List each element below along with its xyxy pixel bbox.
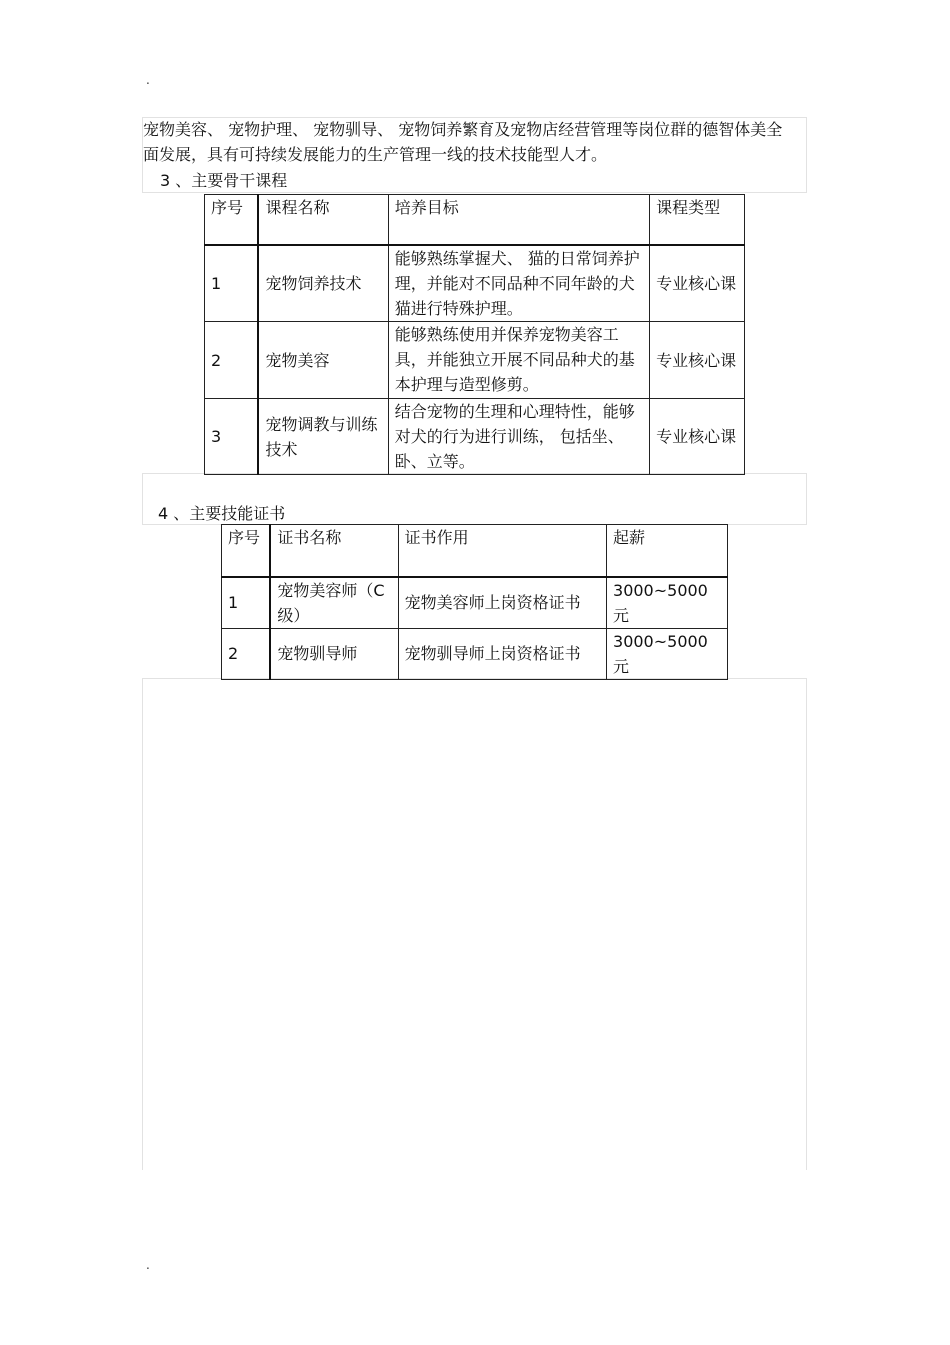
section4-heading: 4 、主要技能证书 <box>158 504 286 523</box>
table-row <box>205 245 745 322</box>
course-name: 宠物调教与训练技术 <box>258 399 388 475</box>
course-objective: 结合宠物的生理和心理特性，能够对犬的行为进行训练， 包括坐、卧、立等。 <box>388 399 649 475</box>
row-index: 1 <box>205 245 259 322</box>
certificate-name: 宠物驯导师 <box>270 628 398 679</box>
header-certificate-name: 证书名称 <box>270 525 398 577</box>
course-table <box>204 194 745 475</box>
course-name: 宠物美容 <box>258 322 388 399</box>
course-name: 宠物饲养技术 <box>258 245 388 322</box>
course-type: 专业核心课 <box>650 245 745 322</box>
course-type: 专业核心课 <box>650 399 745 475</box>
course-type: 专业核心课 <box>650 322 745 399</box>
text-frame-bottom <box>142 678 807 1170</box>
row-index: 3 <box>205 399 259 475</box>
table-header-row <box>205 195 745 245</box>
header-course-name: 课程名称 <box>258 195 388 245</box>
table-row <box>222 577 728 629</box>
certificate-use: 宠物美容师上岗资格证书 <box>398 577 606 629</box>
row-index: 2 <box>222 628 271 679</box>
table-header-row <box>222 525 728 577</box>
page-top-dot: . <box>146 73 150 87</box>
header-index: 序号 <box>205 195 259 245</box>
header-certificate-use: 证书作用 <box>398 525 606 577</box>
course-objective: 能够熟练掌握犬、 猫的日常饲养护理，并能对不同品种不同年龄的犬猫进行特殊护理。 <box>388 245 649 322</box>
section3-heading: 3 、主要骨干课程 <box>160 171 288 190</box>
certificate-use: 宠物驯导师上岗资格证书 <box>398 628 606 679</box>
certificate-name: 宠物美容师（C级） <box>270 577 398 629</box>
page-bottom-dot: . <box>146 1258 150 1272</box>
header-objective: 培养目标 <box>388 195 649 245</box>
certificate-table <box>221 524 728 680</box>
header-index: 序号 <box>222 525 271 577</box>
starting-salary: 3000~5000元 <box>607 628 728 679</box>
row-index: 1 <box>222 577 271 629</box>
starting-salary: 3000~5000元 <box>607 577 728 629</box>
intro-paragraph: 宠物美容、 宠物护理、 宠物驯导、 宠物饲养繁育及宠物店经营管理等岗位群的德智体美全面发展，具有可持续发展能力的生产管理一线的技术技能型人才。 <box>143 120 783 164</box>
header-course-type: 课程类型 <box>650 195 745 245</box>
course-objective: 能够熟练使用并保养宠物美容工具，并能独立开展不同品种犬的基本护理与造型修剪。 <box>388 322 649 399</box>
row-index: 2 <box>205 322 259 399</box>
header-starting-salary: 起薪 <box>607 525 728 577</box>
table-row <box>205 399 745 475</box>
table-row <box>205 322 745 399</box>
table-row <box>222 628 728 679</box>
